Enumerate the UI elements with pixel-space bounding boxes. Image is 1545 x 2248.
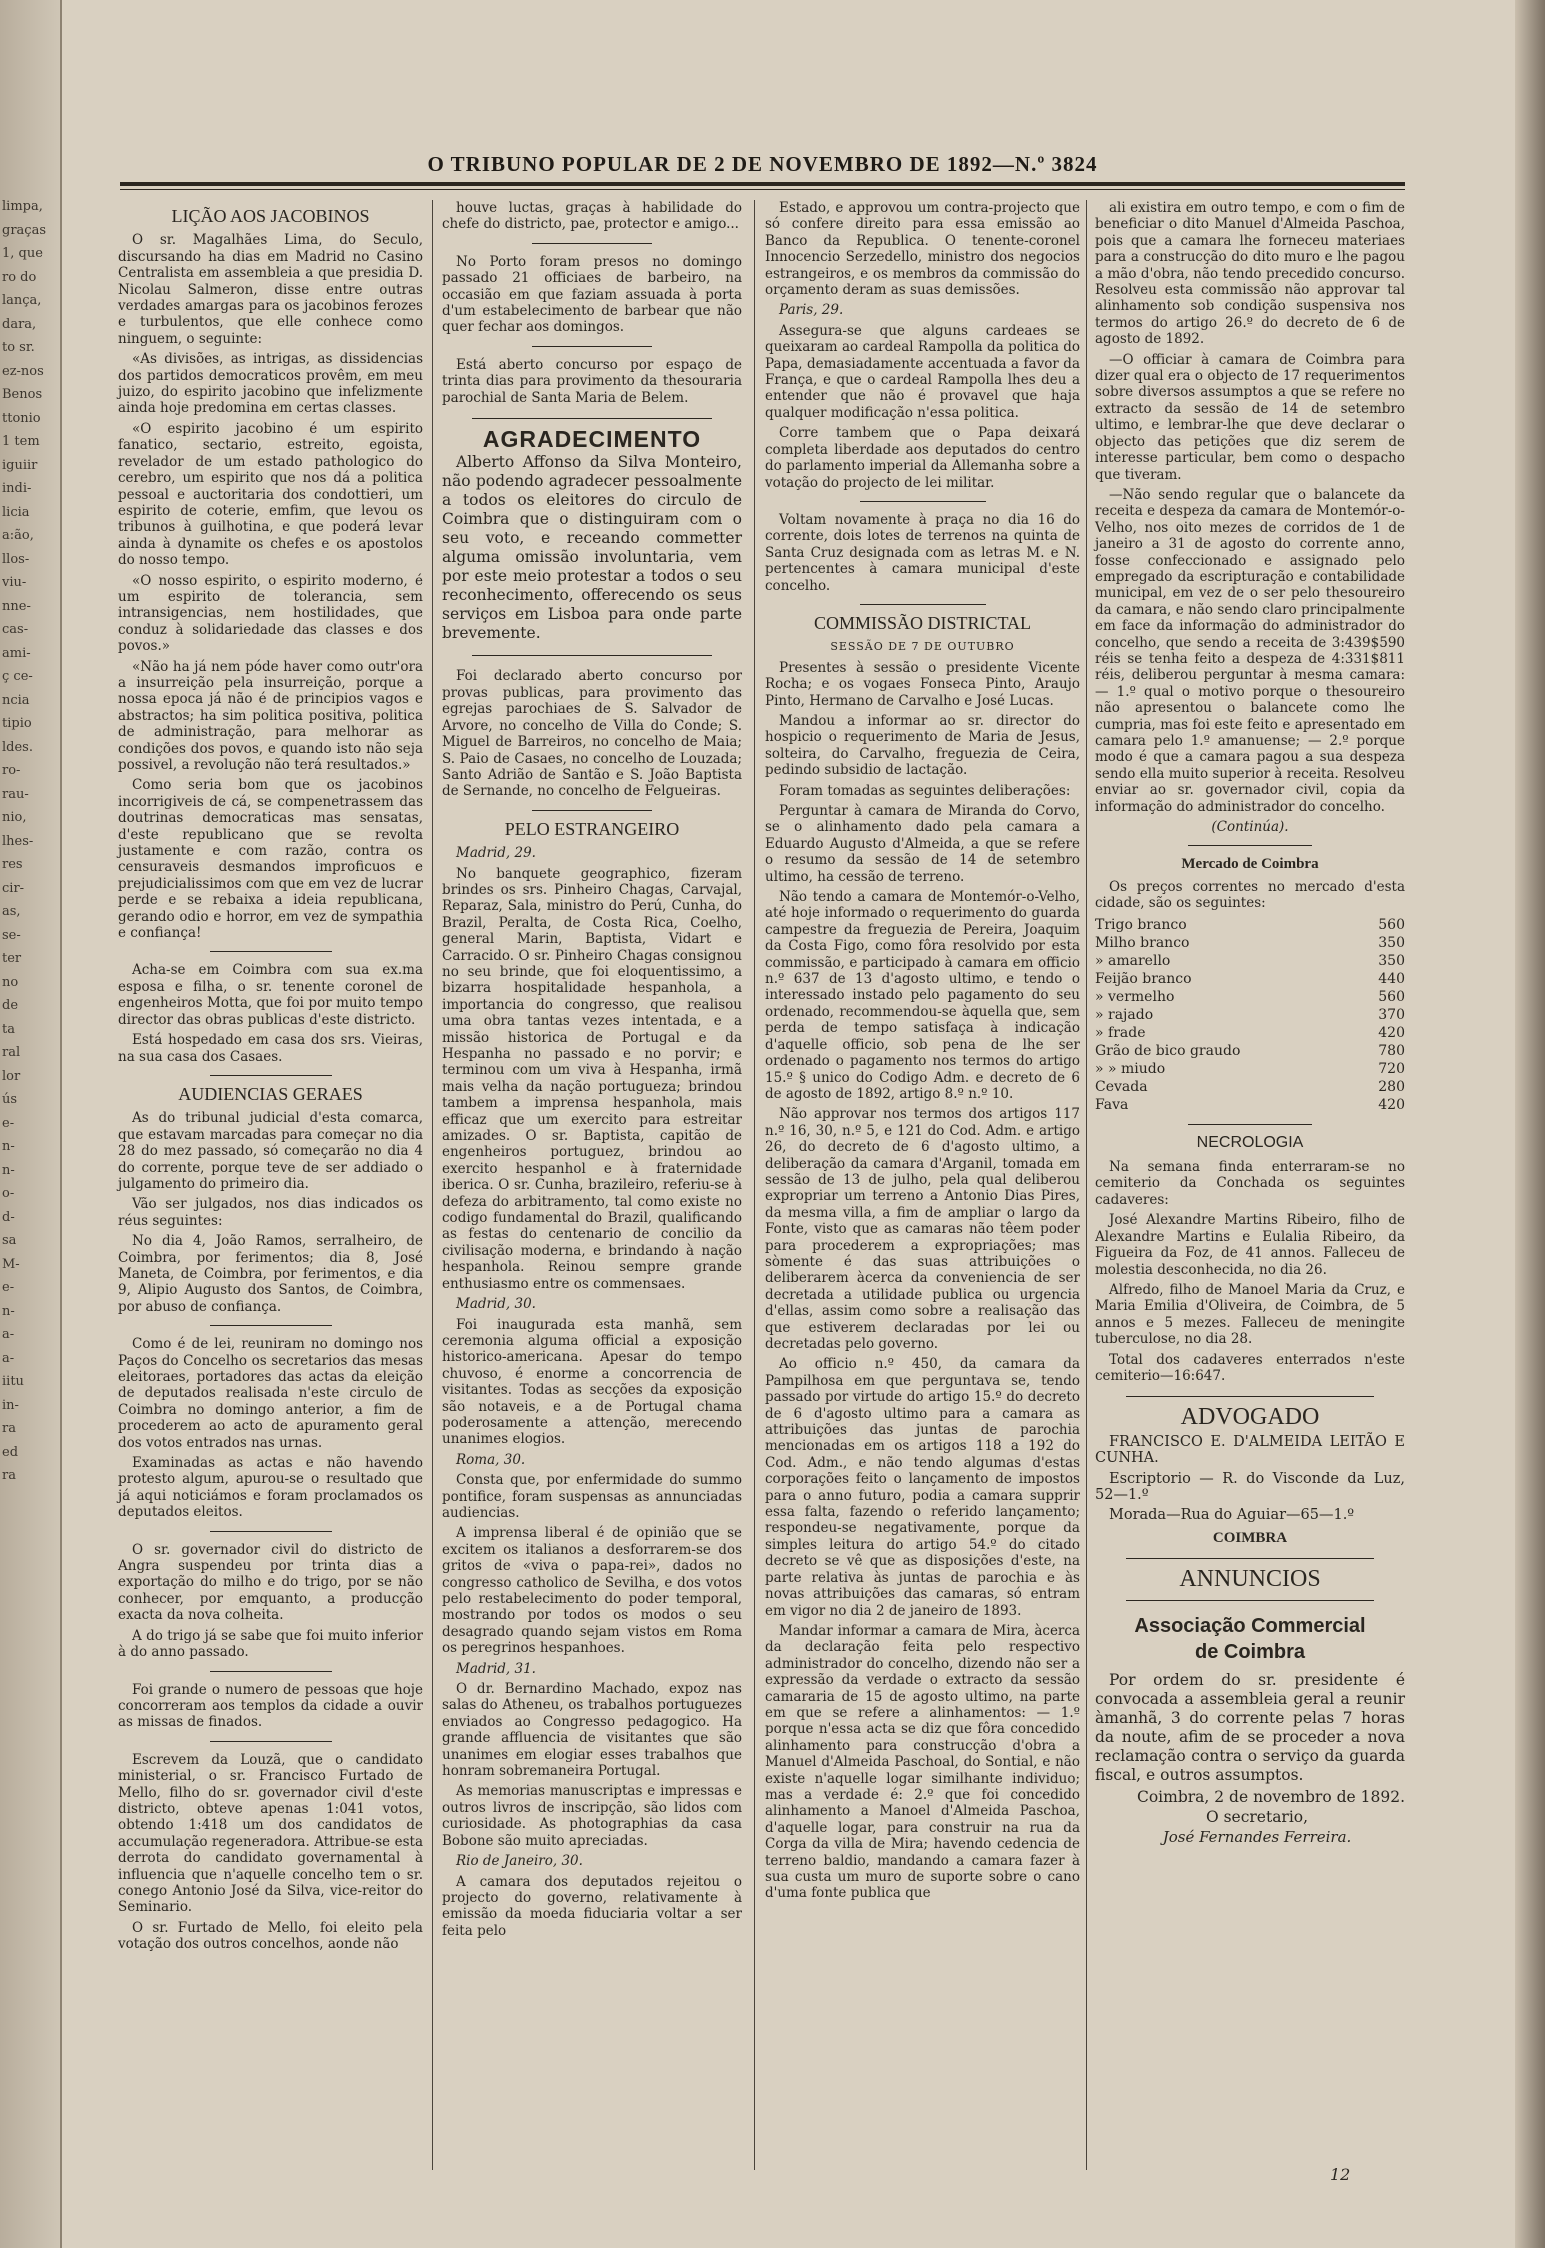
paragraph: Mandou a informar ao sr. director do hospicio o requerimento de Maria de Jesus, solteira, do Carvalho, freguezia de Ceira, pedindo subsidio de lactação.: [765, 712, 1080, 779]
gutter-word: n-: [2, 1303, 15, 1319]
gutter-word: ez-nos: [2, 363, 44, 379]
paragraph: Acha-se em Coimbra com sua ex.ma esposa e filha, o sr. tenente coronel de engenheiros Motta, que foi por muito tempo director das obras publicas d'este districto.: [118, 962, 423, 1028]
column-rule: [432, 200, 433, 2170]
price-row: [1095, 1060, 1405, 1078]
gutter-word: ter: [2, 951, 22, 966]
paragraph: Alberto Affonso da Silva Monteiro, não podendo agradecer pessoalmente a todos os eleitores do circulo de Coimbra que o distinguiram com o seu voto, e receando commetter alguma omissão involuntaria, vem por este meio protestar a todos o seu reconhecimento, offerecendo os seus serviços em Lisboa para onde parte brevemente.: [442, 453, 742, 643]
advogado-home: Morada—Rua do Aguiar—65—1.º: [1109, 1507, 1355, 1524]
price-row: [1095, 952, 1405, 970]
price-value: 720: [1378, 1060, 1405, 1077]
assoc-subtitle: de Coimbra: [1194, 1640, 1306, 1663]
paragraph: Total dos cadaveres enterrados n'este cemiterio—16:647.: [1095, 1351, 1405, 1384]
price-item: » rajado: [1095, 1006, 1154, 1023]
separator: [532, 243, 652, 244]
paragraph: Na semana finda enterraram-se no cemiterio da Conchada os seguintes cadaveres:: [1095, 1159, 1405, 1208]
heading-audiencias: AUDIENCIAS GERAES: [178, 1083, 363, 1104]
secretary-label: O secretario,: [1205, 1808, 1309, 1826]
gutter-word: to sr.: [2, 340, 35, 355]
paragraph: Vão ser julgados, nos dias indicados os réus seguintes:: [118, 1196, 423, 1229]
gutter-word: e-: [2, 1280, 15, 1295]
gutter-word: as,: [2, 904, 21, 919]
paragraph: houve luctas, graças à habilidade do chefe do districto, pae, protector e amigo...: [442, 200, 742, 233]
dateline: Rio de Janeiro, 30.: [456, 1853, 583, 1870]
page-edge: [1515, 0, 1545, 2248]
gutter-word: dara,: [2, 316, 37, 332]
paragraph: Não approvar nos termos dos artigos 117 n.º 16, 30, n.º 5, e 121 do Cod. Adm. e artigo 26, do decreto de 6 d'agosto ultimo, a deliberação da camara d'Arganil, tomada em sessão de 13 de julho, pela qual deliberou expropriar um terreno a Antonio Dias Pires, da mesma villa, a fim de ampliar o largo da Fonte, visto que as camaras não têem poder para procederem a expropriações; mas sòmente é das suas attribuições o deliberarem àcerca da conveniencia de ser decretada a utilidade publica ou urgencia d'ellas, assim como sobre a realisação das que estiverem declaradas por lei ou decretadas pelo governo.: [765, 1106, 1080, 1352]
paragraph: Foi grande o numero de pessoas que hoje concorreram aos templos da cidade a ouvir as missas de finados.: [118, 1681, 423, 1731]
price-item: » vermelho: [1095, 988, 1175, 1005]
paragraph: A camara dos deputados rejeitou o projecto do governo, relativamente à emissão da moeda fiduciaria voltar a ser feita pelo: [442, 1873, 742, 1939]
paragraph: Escrevem da Louzã, que o candidato ministerial, o sr. Francisco Furtado de Mello, filho do sr. governador civil d'este districto, obteve apenas 1:041 votos, obtendo 1:418 um dos candidatos de accumulação regeneradora. Attribue-se esta derrota do candidato governamental à influencia que n'aquelle concelho tem o sr. conego Antonio José da Silva, vice-reitor do Seminario.: [118, 1751, 423, 1916]
signature-name: José Fernandes Ferreira.: [1162, 1828, 1352, 1847]
gutter-word: n-: [2, 1162, 15, 1178]
gutter-word: licia: [2, 504, 30, 520]
session-subheading: SESSÃO DE 7 DE OUTUBRO: [830, 640, 1015, 654]
header-rule-thin: [120, 189, 1405, 190]
paragraph: Mandar informar a camara de Mira, àcerca da declaração feita pelo respectivo administrador do concelho, dizendo não ser a expressão da verdade o extracto da sessão camararia de 15 de agosto ultimo, na parte em que se refere a alinhamentos: — 1.º porque n'essa acta se diz que fôra concedido alinhamento para construcção d'obra a Manuel d'Almeida Paschoal, do Sontial, e não existe n'aquelle logar similhante individuo; mas a verdade é: 2.º que foi concedido alinhamento a Manoel d'Almeida Paschoa, d'aquelle logar, para construir na rua da Corga da villa de Mira; havendo cedencia de terreno baldio, mandando a camara fazer à sua custa um muro de suporte sobre o cano d'uma fonte publica que: [765, 1622, 1080, 1902]
price-value: 350: [1378, 952, 1405, 969]
paragraph: Consta que, por enfermidade do summo pontifice, foram suspensas as annunciadas audiencias.: [442, 1472, 742, 1521]
price-value: 780: [1378, 1042, 1405, 1059]
paragraph: «Não ha já nem póde haver como outr'ora a insurreição pela insurreição, porque a nossa epoca já não é de principios vagos e abstractos; ha sim politica positiva, politica de administração, para melhorar as condições dos povos, e quando isto não seja possivel, a revolução não terá resultados.»: [118, 658, 423, 773]
separator: [210, 1075, 332, 1076]
separator: [210, 1531, 332, 1532]
dateline: Madrid, 30.: [456, 1296, 536, 1313]
paragraph: Perguntar à camara de Miranda do Corvo, se o alinhamento dado pela camara a Eduardo Augusto d'Almeida, a que se refere o resumo da sessão de 14 de setembro ultimo, ha cessão de terreno.: [765, 803, 1080, 885]
gutter-word: lhes-: [2, 833, 34, 849]
paragraph: O sr. Magalhães Lima, do Seculo, discursando ha dias em Madrid no Casino Centralista em assembleia a que presidia D. Nicolau Salmeron, disse entre outras verdades amargas para os jacobinos ferozes e turbulentos, que elle conhece como ninguem, o seguinte:: [118, 232, 423, 347]
gutter-word: rau-: [2, 786, 29, 802]
price-row: [1095, 1096, 1405, 1114]
gutter-word: ús: [2, 1092, 18, 1107]
paragraph: Assegura-se que alguns cardeaes se queixaram ao cardeal Rampolla da politica do Papa, demasiadamente accentuada a favor da França, e que o cardeal Rampolla lhes deu a entender que não é provavel que haja qualquer modificação n'essa politica.: [765, 322, 1080, 421]
price-value: 280: [1378, 1078, 1405, 1095]
paragraph: «As divisões, as intrigas, as dissidencias dos partidos democraticos provêm, em meu juizo, do espirito jacobino que infelizmente ainda hoje predomina em certas classes.: [118, 351, 423, 417]
heading-commissao: COMMISSÃO DISTRICTAL: [813, 612, 1032, 633]
paragraph: Foi declarado aberto concurso por provas publicas, para provimento das egrejas parochiaes de S. Salvador de Arvore, no concelho de Villa do Conde; S. Miguel de Barreiros, no concelho de Maia; S. Paio de Casaes, no concelho de Louzada; Santo Adrião de Santão e S. João Baptista de Sernande, no concelho de Felgueiras.: [442, 668, 742, 800]
separator: [860, 604, 986, 605]
gutter-word: n-: [2, 1139, 15, 1154]
gutter-word: ro do: [2, 269, 37, 285]
price-row: [1095, 1078, 1405, 1096]
paragraph: José Alexandre Martins Ribeiro, filho de Alexandre Martins e Eulalia Ribeiro, da Figueira da Foz, de 41 annos. Falleceu de molestia desconhecida, no dia 26.: [1095, 1212, 1405, 1278]
price-value: 560: [1378, 916, 1405, 933]
paragraph: No banquete geographico, fizeram brindes os srs. Pinheiro Chagas, Carvajal, Reparaz, Sala, ministro do Perú, Cunha, do Brazil, Peralta, de Costa Rica, Coelho, general Marin, Baptista, Vidart e Carracido. O sr. Pinheiro Chagas consignou no seu brinde, que foi eloquentissimo, a bizarra hospitalidade hespanhola, a importancia do congresso, que realisou uma obra tantas vezes intentada, e a missão historica de Portugal e da Hespanha no passado e no porvir; e terminou com um viva à Hespanha, irmã mais velha da nação portugueza; brindou tambem a imprensa hespanhola, mais efficaz que um exercito para estreitar amizades. O sr. Baptista, capitão de engenheiros portuguez, brindou ao exercito hespanhol e à fraternidade iberica. O sr. Cunha, brazileiro, referiu-se à defeza do arbitramento, tal como existe no codigo fundamental do Brazil, qualificando as festas do centenario de concilio da civilisação moderna, e brindando à nação hespanhola. Reinou sempre grande enthusiasmo entre os commensaes.: [442, 865, 742, 1292]
price-item: Grão de bico graudo: [1095, 1042, 1241, 1059]
column-4: [1095, 200, 1405, 1850]
separator: [472, 418, 712, 419]
advogado-name: FRANCISCO E. D'ALMEIDA LEITÃO E CUNHA.: [1095, 1433, 1405, 1467]
paragraph: —Não sendo regular que o balancete da receita e despeza da camara de Montemór-o-Velho, nos oito mezes de corridos de 1 de janeiro a 31 de agosto do corrente anno, fosse confeccionado e assignado pelo empregado da escripturação e contabilidade municipal, em vez de o ser pelo thesoureiro da camara, e não sendo claro principalmente em face da informação do administrador do concelho, que sendo a receita de 3:439$590 réis se tenha feito a despeza de 4:331$811 réis, deliberou perguntar à mesma camara: — 1.º qual o motivo porque o thesoureiro não apresentou o balancete como lhe cumpria, mas foi este feito e apresentado em camara pelo 1.º amanuense; — 2.º porque modo é que a camara pagou a sua despeza sendo ella muito superior à receita. Resolveu enviar ao sr. governador civil, copia da informação do administrador do concelho.: [1095, 486, 1405, 815]
annuncios-title: ANNUNCIOS: [1179, 1566, 1321, 1593]
gutter-word: nne-: [2, 598, 31, 614]
advogado-office: Escriptorio — R. do Visconde da Luz, 52—1.º: [1095, 1470, 1405, 1503]
price-value: 350: [1378, 934, 1405, 951]
gutter-word: de: [2, 998, 19, 1013]
price-row: [1095, 1024, 1405, 1042]
separator: [1188, 845, 1312, 846]
gutter-word: a:ão,: [2, 528, 34, 543]
gutter-word: indi-: [2, 481, 32, 496]
price-item: Milho branco: [1095, 934, 1190, 951]
assoc-title: Associação Commercial: [1134, 1614, 1366, 1637]
paragraph: As do tribunal judicial d'esta comarca, que estavam marcadas para começar no dia 28 do mez passado, só começarão no dia 4 do corrente, porque teve de ser addiado o julgamento do primeiro dia.: [118, 1110, 423, 1192]
paragraph: No Porto foram presos no domingo passado 21 officiaes de barbeiro, na occasião em que faziam assuada à porta d'um estabelecimento de barbear que não quer fechar aos domingos.: [442, 253, 742, 336]
paragraph: «O espirito jacobino é um espirito fanatico, sectario, estreito, egoista, revelador de um estado pathologico do cerebro, um espirito que nos dá a politica pessoal e auctoritaria dos condottieri, um espirito de coterie, emfim, que levou os tribunos à guilhotina, e que poderá levar ainda à dynamite os chefes e os apostolos do nosso tempo.: [118, 420, 423, 569]
column-2: [442, 200, 742, 1943]
heading-licao: LIÇÃO AOS JACOBINOS: [171, 206, 370, 226]
paragraph: —O officiar à camara de Coimbra para dizer qual era o objecto de 17 requerimentos sobre diversos assumptos a que se refere no extracto da sessão de 14 de setembro ultimo, e lembrar-lhe que deve declarar o objecto das petições que diz serem de interesse particular, bem como o despacho que tiveram.: [1095, 351, 1405, 483]
gutter-word: ncia: [2, 692, 30, 708]
separator: [210, 1741, 332, 1742]
paragraph: A do trigo já se sabe que foi muito inferior à do anno passado.: [118, 1627, 423, 1661]
price-value: 420: [1378, 1096, 1405, 1113]
paragraph: Examinadas as actas e não havendo protesto algum, apurou-se o resultado que já aqui noticiámos e foram proclamados os deputados eleitos.: [118, 1455, 423, 1521]
heading-mercado: Mercado de Coimbra: [1181, 856, 1319, 873]
previous-page-gutter: [0, 0, 62, 2248]
gutter-word: iitu: [2, 1374, 24, 1389]
gutter-word: cas-: [2, 622, 29, 637]
gutter-word: ed: [2, 1444, 19, 1460]
gutter-word: iguiir: [2, 457, 38, 473]
paragraph: «O nosso espirito, o espirito moderno, é um espirito de tolerancia, sem intransigencias, nem hostilidades, que conduz à solidariedade das classes e dos povos.»: [118, 572, 423, 655]
gutter-word: e-: [2, 1115, 15, 1131]
heading-agradecimento: AGRADECIMENTO: [482, 426, 702, 453]
gutter-word: lor: [2, 1068, 21, 1084]
paragraph: Como é de lei, reuniram no domingo nos Paços do Concelho os secretarios das mesas eleitoraes, portadores das actas da eleição de deputados realisada n'este circulo de Coimbra no domingo anterior, a fim de procederem ao acto de apuramento geral dos votos entrados nas urnas.: [118, 1336, 423, 1451]
paragraph: A imprensa liberal é de opinião que se excitem os italianos a desforrarem-se dos gritos de «viva o papa-rei», dados no congresso catholico de Sevilha, e dos votos pelo restabelecimento do poder temporal, mostrando por todos os modos o seu desagrado quando sejam vistos em Roma os peregrinos hespanhoes.: [442, 1525, 742, 1657]
separator: [472, 655, 712, 656]
paragraph: ali existira em outro tempo, e com o fim de beneficiar o dito Manuel d'Almeida Paschoa, pois que a camara lhe forneceu materiaes para a construcção do dito muro e lhe pagou a mão d'obra, não tendo precedido concurso. Resolveu esta commissão não approvar tal alinhamento sob condição suspensiva nos termos do artigo 26.º do decreto de 6 de agosto de 1892.: [1095, 200, 1405, 348]
gutter-word: graças: [2, 222, 46, 238]
advogado-city: COIMBRA: [1212, 1529, 1288, 1546]
header-rule: [120, 182, 1405, 186]
paragraph: Presentes à sessão o presidente Vicente Rocha; e os vogaes Fonseca Pinto, Araujo Pinto, Hermano de Carvalho e José Lucas.: [765, 659, 1080, 709]
price-item: » amarello: [1095, 952, 1171, 969]
paragraph: O dr. Bernardino Machado, expoz nas salas do Atheneu, os trabalhos portuguezes enviados ao Congresso pedagogico. Ha grande affluencia de visitantes que são unanimes em elogiar esses trabalhos que honram sobremaneira Portugal.: [442, 1681, 742, 1780]
price-list: [1095, 916, 1405, 1114]
gutter-word: llos-: [2, 551, 30, 567]
column-rule: [1086, 200, 1087, 2170]
price-item: » » miudo: [1095, 1060, 1166, 1077]
gutter-word: viu-: [2, 575, 27, 590]
gutter-word: nio,: [2, 810, 27, 825]
gutter-word: d-: [2, 1209, 15, 1225]
price-value: 420: [1378, 1024, 1405, 1041]
price-item: » frade: [1095, 1024, 1146, 1041]
paragraph: O sr. governador civil do districto de Angra suspendeu por trinta dias a exportação do milho e do trigo, por se não conhecer, por emquanto, a producção exacta da nova colheita.: [118, 1541, 423, 1624]
price-item: Cevada: [1095, 1078, 1148, 1095]
paragraph: Foram tomadas as seguintes deliberações:: [779, 782, 1071, 799]
gutter-word: ta: [2, 1021, 15, 1037]
separator: [210, 1671, 332, 1672]
page-header: O TRIBUNO POPULAR DE 2 DE NOVEMBRO DE 1892—N.º 3824: [427, 152, 1098, 176]
gutter-word: sa: [2, 1233, 17, 1248]
paragraph: Estado, e approvou um contra-projecto que só confere direito para essa emissão ao Banco da Republica. O tenente-coronel Innocencio Serzedello, ministro dos negocios estrangeiros, e os membros da commissão do orçamento deram as suas demissões.: [765, 200, 1080, 299]
separator: [1126, 1558, 1374, 1559]
gutter-word: ro-: [2, 763, 21, 778]
column-1: [118, 200, 423, 1957]
price-row: [1095, 1006, 1405, 1024]
price-row: [1095, 916, 1405, 934]
paragraph: O sr. Furtado de Mello, foi eleito pela votação dos outros concelhos, aonde não: [118, 1919, 423, 1953]
page-number: 12: [1330, 2165, 1351, 2184]
gutter-word: lança,: [2, 293, 42, 308]
gutter-word: res: [2, 857, 23, 872]
gutter-word: M-: [2, 1256, 20, 1272]
heading-estrangeiro: PELO ESTRANGEIRO: [504, 818, 680, 839]
gutter-word: se-: [2, 927, 21, 943]
paragraph: Alfredo, filho de Manoel Maria da Cruz, e Maria Emilia d'Oliveira, de Coimbra, de 5 annos e 5 mezes. Falleceu de meningite tuberculose, no dia 28.: [1095, 1281, 1405, 1348]
paragraph: Está aberto concurso por espaço de trinta dias para provimento da thesouraria parochial de Santa Maria de Belem.: [442, 356, 742, 406]
heading-necrologia: NECROLOGIA: [1196, 1133, 1304, 1151]
separator: [532, 810, 652, 811]
separator: [1126, 1396, 1374, 1397]
gutter-word: ra: [2, 1468, 16, 1483]
paragraph: As memorias manuscriptas e impressas e outros livros de inscripção, são lidos com curiosidade. As photographias da casa Bobone são muito apreciadas.: [442, 1783, 742, 1849]
gutter-word: ami-: [2, 645, 31, 661]
paragraph: No dia 4, João Ramos, serralheiro, de Coimbra, por ferimentos; dia 8, José Maneta, de Coimbra, por ferimentos, e dia 9, Alipio Augusto dos Santos, de Coimbra, por abuso de confiança.: [118, 1233, 423, 1315]
gutter-word: a-: [2, 1327, 15, 1342]
paragraph: Não tendo a camara de Montemór-o-Velho, até hoje informado o requerimento do guarda campestre da freguezia de Pereira, Joaquim da Costa Figo, como fôra resolvido por esta commissão, e participado à camara em officio n.º 637 de 13 d'agosto ultimo, e tendo o interessado instado pelo pagamento do seu ordenado, recommendou-se àquella que, sem perda de tempo satisfaça à indicação d'aquelle officio, sob pena de lhe ser ordenado o pagamento nos termos do artigo 15.º § unico do Codigo Adm. e decreto de 6 de agosto de 1892, artigo 8.º n.º 10.: [765, 889, 1080, 1102]
gutter-word: limpa,: [2, 199, 43, 214]
dateline: Paris, 29.: [779, 302, 844, 319]
separator: [532, 346, 652, 347]
gutter-word: a-: [2, 1350, 15, 1366]
price-value: 370: [1378, 1006, 1405, 1023]
price-row: [1095, 988, 1405, 1006]
paragraph: Por ordem do sr. presidente é convocada a assembleia geral a reunir àmanhã, 3 do corrente pelas 7 horas da noute, afim de se proceder a nova reclamação contra o serviço da guarda fiscal, e outros assumptos.: [1095, 1670, 1405, 1784]
paragraph: Ao officio n.º 450, da camara da Pampilhosa em que perguntava se, tendo passado por virtude do artigo 15.º do decreto de 6 d'agosto ultimo para a camara as attribuições das juntas de parochia mencionadas em os artigos 118 a 192 do Cod. Adm., e não tendo algumas d'estas corporações feito o lançamento de impostos para o anno futuro, podia a camara supprir essa falta, fazendo o referido lançamento; respondeu-se negativamente, porque da simples leitura do artigo 54.º do citado decreto se vê que as disposições d'este, na parte relativa às juntas de parochia e às novas attribuições das camaras, só entram em vigor no dia 2 de janeiro de 1893.: [765, 1356, 1080, 1619]
price-value: 440: [1378, 970, 1405, 987]
gutter-word: ttonio: [2, 410, 41, 426]
separator: [210, 951, 332, 952]
dateline: Madrid, 31.: [456, 1660, 536, 1677]
paragraph: Foi inaugurada esta manhã, sem ceremonia alguma official a exposição historico-americana. Apesar do tempo chuvoso, é enorme a concorrencia de visitantes. Todas as secções da exposição são notaveis, e a de Portugal chama poderosamente a attenção, merecendo unanimes elogios.: [442, 1316, 742, 1448]
separator: [1188, 1124, 1312, 1125]
gutter-word: Benos: [2, 387, 43, 402]
gutter-word: no: [2, 974, 19, 990]
gutter-word: ra: [2, 1421, 16, 1436]
date-line: Coimbra, 2 de novembro de 1892.: [1136, 1787, 1405, 1806]
price-row: [1095, 1042, 1405, 1060]
gutter-word: in-: [2, 1397, 19, 1413]
dateline: Madrid, 29.: [456, 845, 536, 862]
gutter-word: ldes.: [2, 739, 33, 755]
paragraph: Está hospedado em casa dos srs. Vieiras, na sua casa dos Casaes.: [118, 1032, 423, 1065]
price-item: Trigo branco: [1095, 916, 1187, 933]
paragraph: Os preços correntes no mercado d'esta cidade, são os seguintes:: [1095, 878, 1405, 912]
price-item: Fava: [1095, 1096, 1129, 1113]
advogado-title: ADVOGADO: [1180, 1404, 1320, 1431]
gutter-word: 1 tem: [2, 434, 40, 449]
separator: [860, 501, 986, 502]
column-3: [765, 200, 1080, 1906]
gutter-word: 1, que: [2, 246, 43, 261]
paragraph: Como seria bom que os jacobinos incorrigiveis de cá, se compenetrassem das doutrinas democraticas mas sensatas, d'este republicano que se revolta justamente e com razão, contra os censuraveis desmandos improficuos e prejudicialissimos com que em vez de lucrar perde e se rebaixa a ideia republicana, gerando odio e horror, em vez de sympathia e confiança!: [118, 777, 423, 942]
price-value: 560: [1378, 988, 1405, 1005]
gutter-word: o-: [2, 1186, 15, 1201]
gutter-word: cir-: [2, 880, 25, 896]
paragraph: Corre tambem que o Papa deixará completa liberdade aos deputados do centro do parlamento imperial da Allemanha sobre a votação do projecto de lei militar.: [765, 425, 1080, 491]
paragraph: Voltam novamente à praça no dia 16 do corrente, dois lotes de terrenos na quinta de Santa Cruz designada com as letras M. e N. pertencentes à camara municipal d'este concelho.: [765, 511, 1080, 594]
column-rule: [754, 200, 755, 2170]
gutter-word: ral: [2, 1045, 21, 1060]
separator: [210, 1325, 332, 1326]
separator: [1126, 1600, 1374, 1601]
price-row: [1095, 970, 1405, 988]
gutter-text: [2, 195, 56, 1488]
gutter-word: tipio: [2, 716, 32, 731]
dateline: Roma, 30.: [456, 1451, 526, 1468]
continua-note: (Continúa).: [1211, 819, 1289, 836]
gutter-word: ç ce-: [2, 669, 33, 684]
price-row: [1095, 934, 1405, 952]
price-item: Feijão branco: [1095, 970, 1192, 987]
